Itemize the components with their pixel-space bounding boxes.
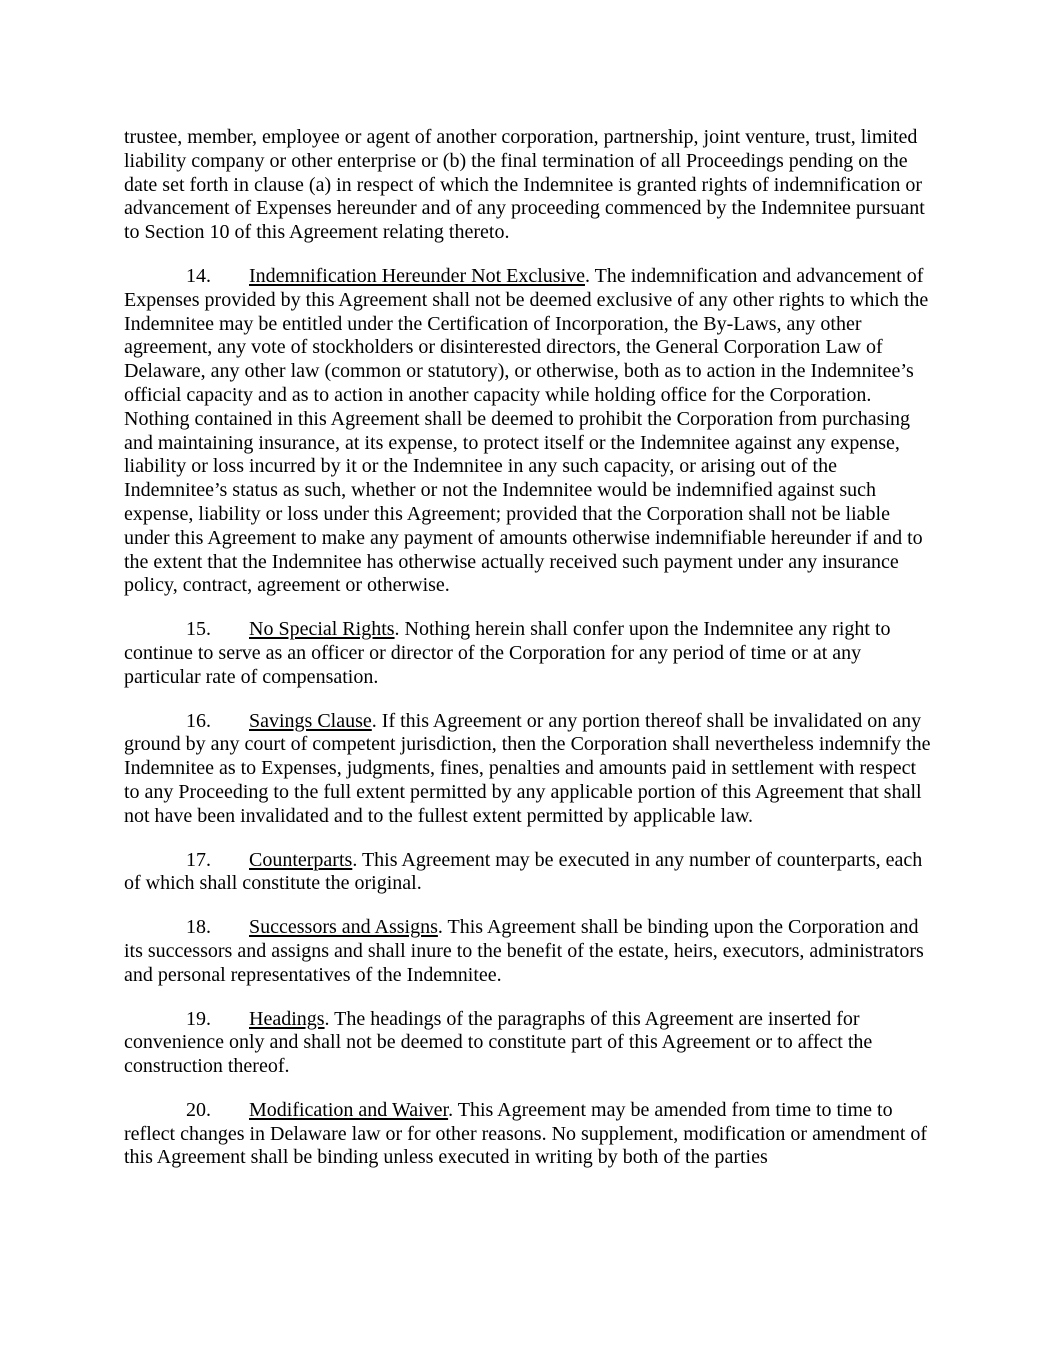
section-number: 17. — [186, 848, 211, 871]
section-body: . The indemnification and advancement of Expenses provided by this Agreement shall not be deemed exclusive of any other rights to which the Indemnitee may be entitled under the Certification of Incorporation, the By-Laws, any other agreement, any vote of stockholders or disinterested directors, the General Corporation Law of Delaware, any other law (common or statutory), or otherwise, both as to action in the Indemnitee’s official capacity and as to action in another capacity while holding office for the Corporation. Nothing contained in this Agreement shall be deemed to prohibit the Corporation from purchasing and maintaining insurance, at its expense, to protect itself or the Indemnitee against any expense, liability or loss incurred by it or the Indemnitee in any such capacity, or arising out of the Indemnitee’s status as such, whether or not the Indemnitee would be indemnified against such expense, liability or loss under this Agreement; provided that the Corporation shall not be liable under this Agreement to make any payment of amounts otherwise indemnifiable hereunder if and to the extent that the Indemnitee has otherwise actually received such payment under any insurance policy, contract, agreement or otherwise. — [124, 264, 929, 597]
section-17 — [124, 849, 936, 897]
intro-text: trustee, member, employee or agent of another corporation, partnership, joint venture, trust, limited liability company or other enterprise or (b) the final termination of all Proceedings pending on the date set forth in clause (a) in respect of which the Indemnitee is granted rights of indemnification or advancement of Expenses hereunder and of any proceeding commenced by the Indemnitee pursuant to Section 10 of this Agreement relating thereto. — [124, 126, 925, 244]
section-body: . This Agreement may be amended from time to time to reflect changes in Delaware law or for other reasons. No supplement, modification or amendment of this Agreement shall be binding unless executed in writing by both of the parties — [124, 1098, 928, 1169]
section-heading: Headings — [249, 1007, 325, 1030]
section-heading: Counterparts — [249, 848, 353, 871]
section-body: . This Agreement may be executed in any number of counterparts, each of which shall constitute the original. — [124, 848, 923, 895]
section-16 — [124, 710, 936, 829]
section-15 — [124, 618, 936, 689]
section-number: 19. — [186, 1007, 211, 1030]
section-heading: Savings Clause — [249, 709, 372, 732]
section-number: 16. — [186, 709, 211, 732]
section-body: . This Agreement shall be binding upon the Corporation and its successors and assigns and shall inure to the benefit of the estate, heirs, executors, administrators and personal representatives of the Indemnitee. — [124, 916, 924, 986]
section-heading: Indemnification Hereunder Not Exclusive — [249, 264, 585, 287]
section-number: 15. — [186, 618, 211, 641]
section-body: . If this Agreement or any portion thereof shall be invalidated on any ground by any court of competent jurisdiction, then the Corporation shall nevertheless indemnify the Indemnitee as to Expenses, judgments, fines, penalties and amounts paid in settlement with respect to any Proceeding to the full extent permitted by any applicable portion of this Agreement that shall not have been invalidated and to the fullest extent permitted by applicable law. — [124, 709, 931, 827]
section-18 — [124, 916, 936, 987]
section-number: 14. — [186, 264, 211, 287]
section-body: . The headings of the paragraphs of this Agreement are inserted for convenience only and shall not be deemed to constitute part of this Agreement or to affect the construction thereof. — [124, 1007, 873, 1078]
section-19 — [124, 1008, 936, 1079]
section-number: 18. — [186, 916, 211, 939]
section-body: . Nothing herein shall confer upon the Indemnitee any right to continue to serve as an officer or director of the Corporation for any period of time or at any particular rate of compensation. — [124, 618, 891, 688]
section-heading: Successors and Assigns — [249, 916, 438, 939]
section-20 — [124, 1099, 936, 1170]
section-heading: No Special Rights — [249, 618, 395, 641]
intro-paragraph — [124, 126, 936, 245]
section-14 — [124, 265, 936, 598]
section-number: 20. — [186, 1098, 211, 1121]
section-heading: Modification and Waiver — [249, 1098, 449, 1121]
document-body — [124, 126, 936, 1190]
